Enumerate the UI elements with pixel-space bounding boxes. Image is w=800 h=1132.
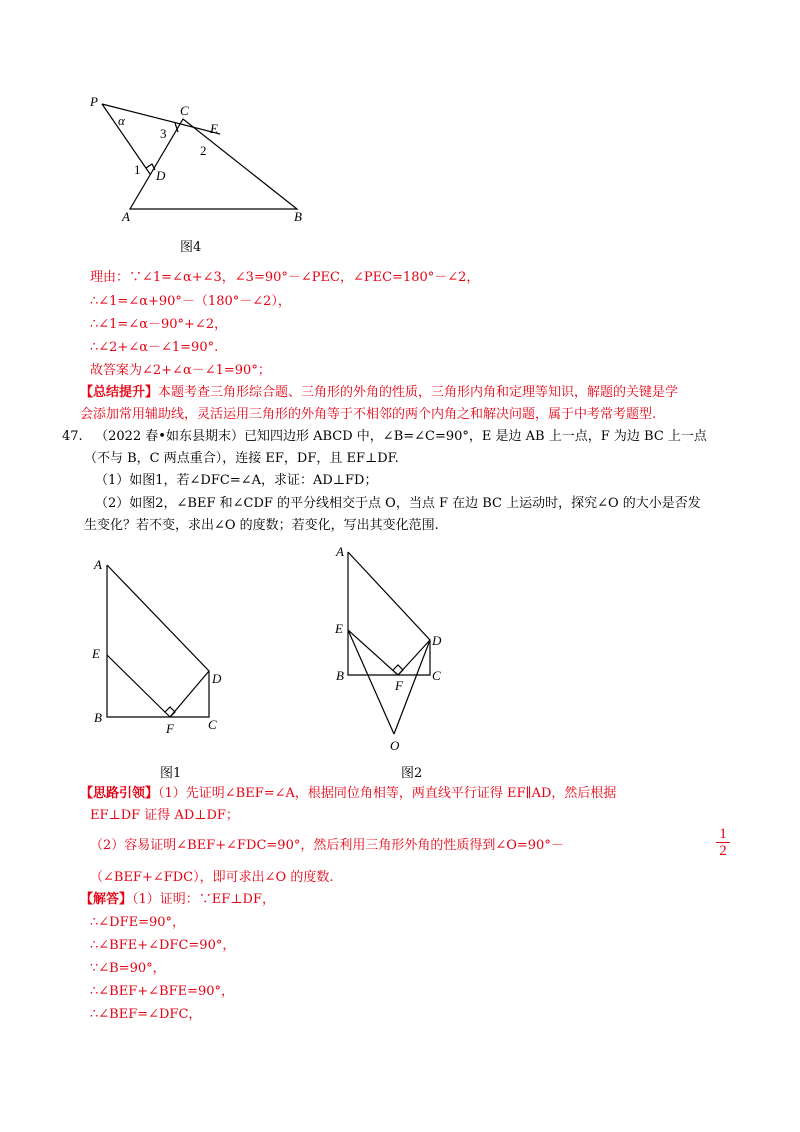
hint-text-1: （1）先证明∠BEF=∠A，根据同位角相等，两直线平行证得 EF∥AD，然后根据 (158, 786, 617, 801)
problem-text-1: （2022 春•如东县期末）已知四边形 ABCD 中，∠B=∠C=90°，E 是边 AB 上一点，F 为边 BC 上一点 (95, 429, 707, 444)
reason-line-3: ∴∠1=∠α－90°+∠2， (90, 317, 228, 332)
fig1-label-d: D (212, 671, 222, 686)
fig2-label-c: C (432, 668, 441, 683)
hint-line-3: （2）容易证明∠BEF+∠FDC=90°，然后利用三角形外角的性质得到∠O=90°－ (90, 838, 564, 853)
fig4-label-d: D (156, 168, 166, 183)
reason-line-5: 故答案为∠2+∠α－∠1=90°； (90, 363, 271, 378)
answer-step-2: ∴∠BFE+∠DFC=90°， (90, 938, 236, 953)
answer-step-1: ∴∠DFE=90°， (90, 915, 186, 930)
fig2-label-a: A (336, 544, 344, 559)
hint-fraction (716, 826, 730, 859)
fig4-label-p: P (90, 94, 98, 109)
fig2-label-b: B (336, 668, 344, 683)
segment-ef (107, 655, 170, 717)
answer-step-3: ∵∠B=90°， (90, 961, 166, 976)
quadrilateral-abcd (107, 565, 209, 717)
fig1-caption: 图1 (160, 766, 182, 781)
problem-line-1 (62, 427, 707, 447)
problem-line-3: （1）如图1，若∠DFC=∠A，求证：AD⊥FD； (95, 473, 378, 488)
fig4-label-3: 3 (160, 126, 167, 141)
reason-line-2: ∴∠1=∠α+90°－（180°－∠2）， (90, 294, 291, 309)
fraction-numerator: 1 (719, 826, 727, 842)
summary-text-1: 本题考查三角形综合题、三角形的外角的性质，三角形内角和定理等知识，解题的关键是学 (158, 385, 679, 400)
fraction-denominator: 2 (716, 842, 730, 859)
hint-tag: 【思路引领】 (80, 786, 159, 801)
fig2-label-f: F (395, 678, 403, 693)
fig4-label-1: 1 (134, 162, 141, 177)
answer-text-1: （1）证明：∵EF⊥DF， (132, 892, 275, 907)
fig4-label-2: 2 (200, 143, 207, 158)
right-angle-f (393, 665, 403, 675)
fig4-label-e: E (210, 121, 218, 136)
hint-line-4: （∠BEF+∠FDC），即可求出∠O 的度数. (90, 870, 334, 885)
hint-line-2: EF⊥DF 证得 AD⊥DF； (90, 808, 239, 823)
answer-tag: 【解答】 (80, 892, 133, 907)
fig4-label-b: B (294, 209, 302, 224)
segment-ef (348, 630, 398, 675)
hint-line-1 (80, 784, 616, 804)
fig1-label-a: A (94, 557, 102, 572)
reason-line-4: ∴∠2+∠α－∠1=90°. (90, 340, 219, 355)
summary-line-2: 会添加常用辅助线，灵活运用三角形的外角等于不相邻的两个内角之和解决问题，属于中考常考题型. (80, 407, 657, 422)
fig1-label-f: F (166, 721, 174, 736)
segment-fd (170, 671, 209, 717)
summary-tag: 【总结提升】 (80, 385, 159, 400)
figure-2 (330, 540, 460, 755)
fig4-caption: 图4 (180, 240, 202, 255)
problem-line-4: （2）如图2，∠BEF 和∠CDF 的平分线相交于点 O，当点 F 在边 BC 上运动时，探究∠O 的大小是否发 (95, 496, 701, 511)
answer-line-1 (80, 890, 275, 910)
problem-number: 47. (62, 429, 83, 444)
fig2-label-d: D (432, 633, 442, 648)
fig1-label-c: C (208, 717, 217, 732)
fig2-label-o: O (390, 738, 400, 753)
problem-line-5: 生变化？若不变，求出∠O 的度数；若变化，写出其变化范围. (84, 518, 439, 533)
fig1-label-b: B (94, 710, 102, 725)
fig4-label-c: C (180, 103, 189, 118)
reason-line-1: 理由：∵∠1=∠α+∠3，∠3=90°－∠PEC，∠PEC=180°－∠2， (90, 270, 480, 285)
figure-1 (88, 555, 228, 740)
fig1-label-e: E (92, 646, 100, 661)
answer-step-5: ∴∠BEF=∠DFC， (90, 1007, 202, 1022)
fig4-label-alpha: α (118, 113, 125, 128)
summary-line-1 (80, 383, 678, 403)
segment-eo (348, 630, 394, 734)
figure-4 (80, 90, 320, 230)
answer-step-4: ∴∠BEF+∠BFE=90°， (90, 984, 235, 999)
fig2-caption: 图2 (401, 766, 423, 781)
fig2-label-e: E (335, 621, 343, 636)
problem-line-2: （不与 B，C 两点重合），连接 EF，DF，且 EF⊥DF. (84, 451, 399, 466)
fig4-label-a: A (122, 209, 130, 224)
